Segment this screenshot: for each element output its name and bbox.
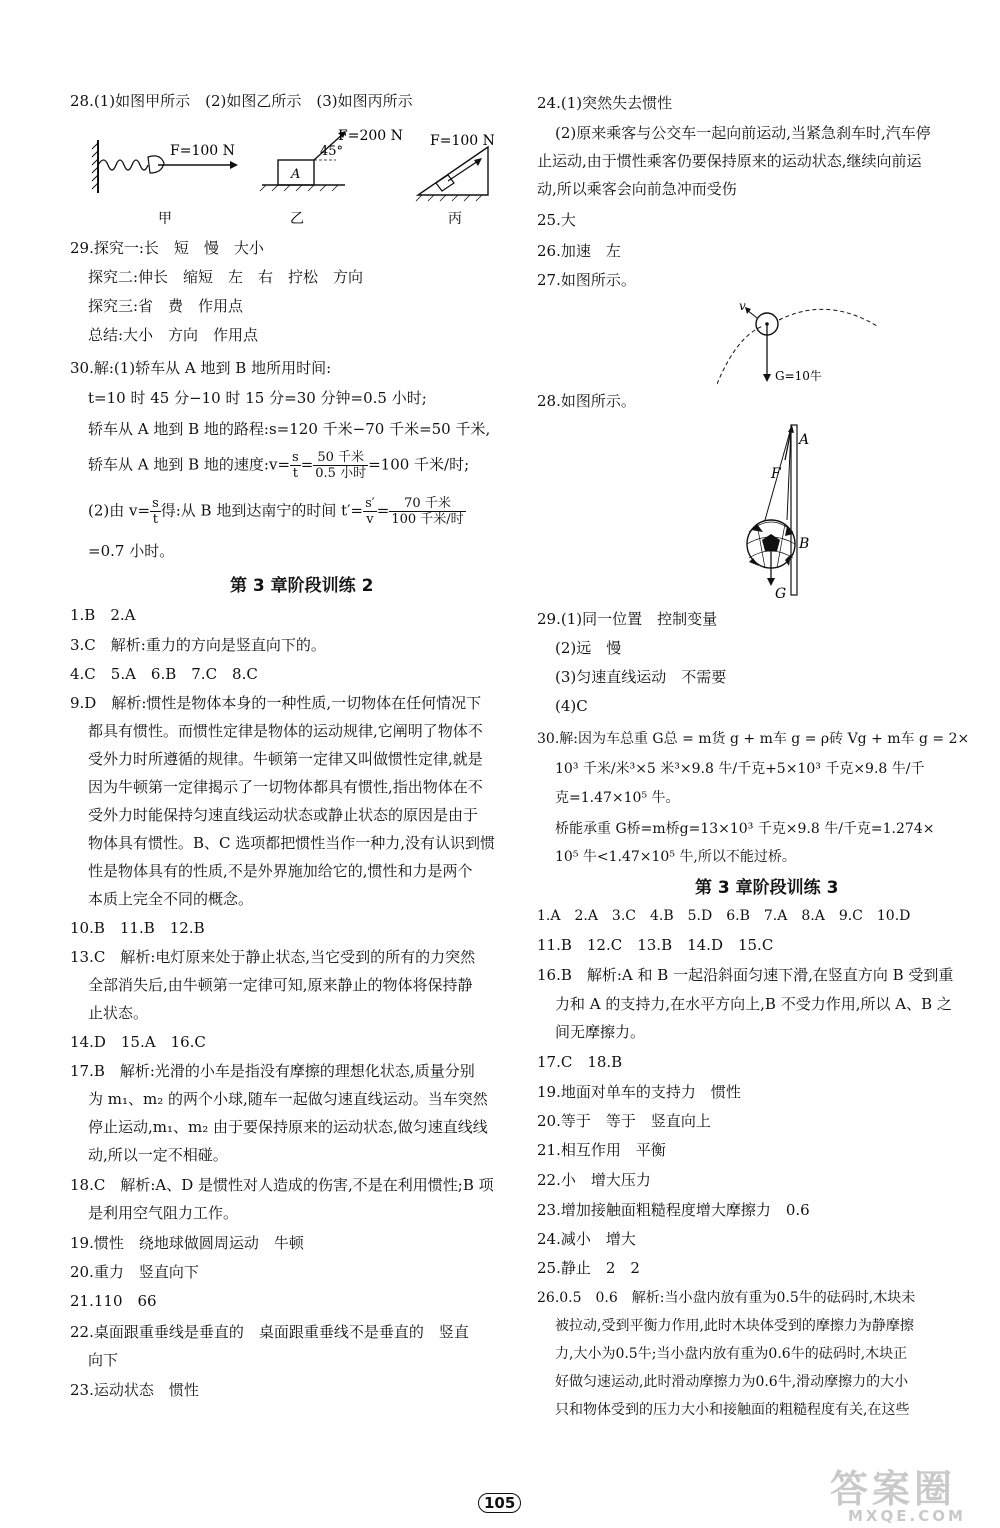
answer-line: 16.B 解析:A 和 B 一起沿斜面匀速下滑,在竖直方向 B 受到重: [537, 966, 954, 984]
answer-line: 止状态。: [88, 1004, 149, 1022]
answer-line: 因为牛顿第一定律揭示了一切物体都具有惯性,指出物体在不: [88, 778, 483, 796]
answer-line: 只和物体受到的压力大小和接触面的粗糙程度有关,在这些: [555, 1402, 910, 1418]
answer-line: 22.小 增大压力: [537, 1171, 651, 1189]
answer-line: 11.B 12.C 13.B 14.D 15.C: [537, 936, 774, 954]
answer-line: 间无摩擦力。: [555, 1023, 646, 1041]
denominator: t: [292, 466, 298, 481]
answer-line: 26.加速 左: [537, 242, 621, 260]
equals: =: [300, 455, 314, 474]
answer-line: 动,所以一定不相碰。: [88, 1146, 228, 1164]
g-label: G: [775, 586, 787, 600]
answer-line: 3.C 解析:重力的方向是竖直向下的。: [70, 636, 326, 654]
answer-line: 23.运动状态 惯性: [70, 1381, 199, 1399]
answer-line: 为 m₁、m₂ 的两个小球,随车一起做匀速直线运动。当车突然: [88, 1090, 488, 1108]
q30-line: [88, 496, 466, 527]
q28-figures: [70, 125, 530, 235]
answer-line: 14.D 15.A 16.C: [70, 1033, 206, 1051]
fraction: [313, 450, 368, 481]
answer-line: 受外力时能保持匀速直线运动状态或静止状态的原因是由于: [88, 806, 479, 824]
answer-line: 1.A 2.A 3.C 4.B 5.D 6.B 7.A 8.A 9.C 10.D: [537, 908, 911, 924]
answer-line: 全部消失后,由牛顿第一定律可知,原来静止的物体将保持静: [88, 976, 473, 994]
answer-line: (2)远 慢: [555, 639, 622, 657]
g-label: G=10牛: [775, 369, 822, 383]
answer-line: 动,所以乘客会向前急冲而受伤: [537, 180, 737, 198]
answer-line: 力,大小为0.5牛;当小盘内放有重为0.6牛的砝码时,木块正: [555, 1346, 908, 1362]
answer-line: 21.相互作用 平衡: [537, 1141, 666, 1159]
page-number: 105: [478, 1493, 521, 1513]
answer-line: 受外力时所遵循的规律。牛顿第一定律又叫做惯性定律,就是: [88, 750, 483, 768]
q28-text: 28.如图所示。: [537, 392, 636, 410]
answer-line: 性是物体具有的性质,不是外界施加给它的,惯性和力是两个: [88, 862, 473, 880]
q29-line: 总结:大小 方向 作用点: [88, 326, 259, 344]
answer-line: 20.等于 等于 竖直向上: [537, 1112, 711, 1130]
q30-line: [88, 450, 469, 481]
answer-line: 4.C 5.A 6.B 7.C 8.C: [70, 665, 258, 683]
answer-line: (3)匀速直线运动 不需要: [555, 668, 727, 686]
answer-line: 好做匀速运动,此时滑动摩擦力为0.6牛,滑动摩擦力的大小: [555, 1374, 909, 1390]
section-title-3: 第 3 章阶段训练 3: [695, 878, 839, 898]
answer-line: 被拉动,受到平衡力作用,此时木块体受到的摩擦力为静摩擦: [555, 1318, 914, 1334]
q30-text: 得:从 B 地到达南宁的时间 t′=: [160, 501, 364, 520]
answer-line: 停止运动,m₁、m₂ 由于要保持原来的运动状态,做匀速直线线: [88, 1118, 488, 1136]
denominator: v: [366, 512, 374, 527]
denominator: t: [152, 512, 159, 527]
answer-line: 本质上完全不同的概念。: [88, 890, 254, 908]
q29-line: 探究三:省 费 作用点: [88, 297, 244, 315]
answer-line: (2)原来乘客与公交车一起向前运动,当紧急刹车时,汽车停: [555, 124, 931, 142]
q30-line: t=10 时 45 分−10 时 15 分=30 分钟=0.5 小时;: [88, 389, 427, 407]
q30-text: (2)由 v=: [88, 501, 151, 520]
watermark-big-text: 答案圈: [830, 1467, 957, 1511]
numerator: s′: [365, 496, 375, 511]
fig27-ball-trajectory: [717, 296, 937, 386]
numerator: 50 千米: [313, 450, 368, 466]
b-label: B: [799, 536, 810, 552]
answer-line: 物体具有惯性。B、C 选项都把惯性当作一种力,没有认识到惯: [88, 834, 496, 852]
answer-line: 10⁵ 牛<1.47×10⁵ 牛,所以不能过桥。: [555, 849, 796, 865]
answer-line: 向下: [88, 1351, 119, 1369]
answer-line: 10.B 11.B 12.B: [70, 919, 205, 937]
answer-line: 19.惯性 绕地球做圆周运动 牛顿: [70, 1234, 304, 1252]
answer-line: 24.(1)突然失去惯性: [537, 94, 673, 112]
q28-text: 28.(1)如图甲所示 (2)如图乙所示 (3)如图丙所示: [70, 92, 413, 110]
answer-line: 是利用空气阻力工作。: [88, 1204, 239, 1222]
answer-line: 29.(1)同一位置 控制变量: [537, 610, 718, 628]
denominator: 100 千米/时: [391, 512, 464, 527]
q29-line: 探究二:伸长 缩短 左 右 拧松 方向: [88, 268, 364, 286]
answer-line: 止运动,由于惯性乘客仍要保持原来的运动状态,继续向前运: [537, 152, 922, 170]
v-label: v: [739, 299, 746, 313]
answer-line: 13.C 解析:电灯原来处于静止状态,当它受到的所有的力突然: [70, 948, 476, 966]
q30-line: =0.7 小时。: [88, 542, 175, 560]
fraction: [389, 496, 465, 527]
watermark-logo: [830, 1458, 966, 1525]
caption-jia: 甲: [158, 211, 172, 227]
answer-line: 9.D 解析:惯性是物体本身的一种性质,一切物体在任何情况下: [70, 694, 482, 712]
f-label: F: [771, 466, 781, 482]
f-yi-label: F=200 N: [338, 128, 403, 144]
numerator: 70 千米: [389, 496, 465, 512]
answer-line: 17.C 18.B: [537, 1053, 623, 1071]
answer-line: 30.解:因为车总重 G总 = m货 g + m车 g = ρ砖 Vg + m车 g = 2×: [537, 731, 970, 747]
a-label: A: [799, 432, 810, 448]
caption-yi: 乙: [290, 211, 304, 227]
answer-line: 24.减小 增大: [537, 1230, 636, 1248]
answer-line: 27.如图所示。: [537, 271, 636, 289]
answer-line: 1.B 2.A: [70, 606, 136, 624]
answer-line: 21.110 66: [70, 1292, 157, 1310]
answer-line: 桥能承重 G桥=m桥g=13×10³ 千克×9.8 牛/千克=1.274×: [555, 821, 935, 837]
q30-text: 轿车从 A 地到 B 地的速度:v=: [88, 455, 291, 474]
answer-line: 克=1.47×10⁵ 牛。: [555, 790, 680, 806]
answer-line: 19.地面对单车的支持力 惯性: [537, 1083, 741, 1101]
numerator: s: [152, 496, 159, 511]
answer-line: 18.C 解析:A、D 是惯性对人造成的伤害,不是在利用惯性;B 项: [70, 1176, 494, 1194]
answer-line: 23.增加接触面粗糙程度增大摩擦力 0.6: [537, 1201, 810, 1219]
q30-line: 轿车从 A 地到 B 地的路程:s=120 千米−70 千米=50 千米,: [88, 420, 491, 438]
fraction: [363, 496, 377, 527]
answer-line: 都具有惯性。而惯性定律是物体的运动规律,它阐明了物体不: [88, 722, 483, 740]
answer-line: 力和 A 的支持力,在水平方向上,B 不受力作用,所以 A、B 之: [555, 995, 952, 1013]
fraction: [290, 450, 301, 481]
answer-line: (4)C: [555, 697, 588, 715]
caption-bing: 丙: [448, 211, 462, 227]
q29-line: 29.探究一:长 短 慢 大小: [70, 239, 264, 257]
answer-line: 17.B 解析:光滑的小车是指没有摩擦的理想化状态,质量分别: [70, 1062, 475, 1080]
answer-line: 26.0.5 0.6 解析:当小盘内放有重为0.5牛的砝码时,木块未: [537, 1290, 916, 1306]
section-title-2: 第 3 章阶段训练 2: [230, 576, 374, 596]
fraction: [150, 496, 161, 527]
f-bing-label: F=100 N: [430, 133, 495, 149]
f-jia-label: F=100 N: [170, 143, 235, 159]
numerator: s: [292, 450, 299, 465]
answer-line: 25.静止 2 2: [537, 1259, 640, 1277]
answer-line: 10³ 千米/米³×5 米³×9.8 牛/千克+5×10³ 千克×9.8 牛/千: [555, 761, 925, 777]
q30-text: =100 千米/时;: [368, 455, 470, 474]
block-a-label: A: [291, 167, 301, 182]
answer-line: 22.桌面跟重垂线是垂直的 桌面跟重垂线不是垂直的 竖直: [70, 1323, 469, 1341]
denominator: 0.5 小时: [315, 466, 367, 481]
equals: =: [376, 501, 390, 520]
answer-line: 20.重力 竖直向下: [70, 1263, 199, 1281]
answer-line: 25.大: [537, 211, 576, 229]
fig28-football-net: [737, 420, 857, 600]
angle-label: 45°: [320, 144, 344, 159]
watermark-small-text: MXQE.COM: [848, 1507, 966, 1525]
q30-line: 30.解:(1)轿车从 A 地到 B 地所用时间:: [70, 359, 332, 377]
